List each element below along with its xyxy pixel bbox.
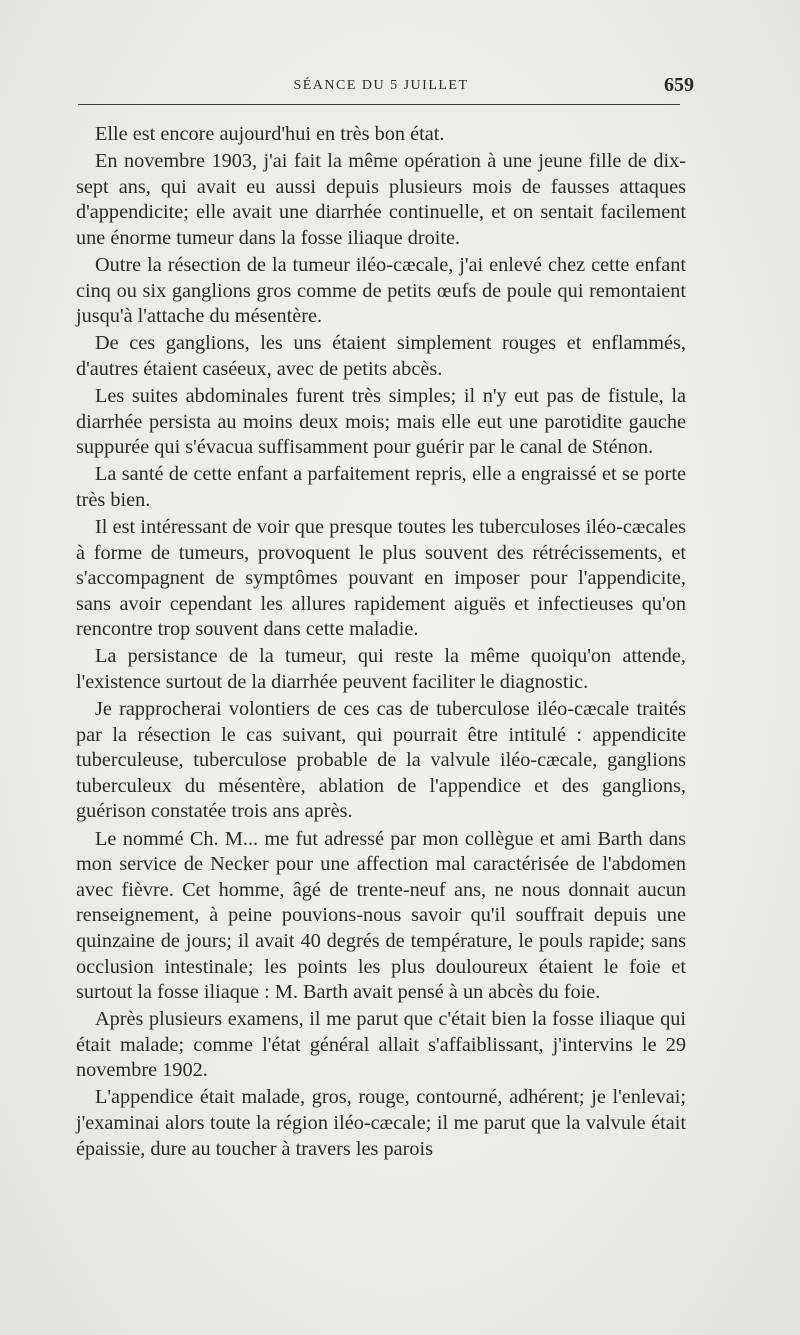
paragraph: Je rapprocherai volontiers de ces cas de tuberculose iléo-cæcale traités par la résection le cas suivant, qui pourrait être intitulé : appendicite tuberculeuse, tuberculose probable de la valvule iléo-cæcale, ganglions tuberculeux du mésentère, ablation de l'appendice et des ganglions, guérison constatée trois ans après. xyxy=(76,698,686,823)
header-rule xyxy=(78,104,680,105)
running-head xyxy=(76,74,694,98)
paragraph: L'appendice était malade, gros, rouge, contourné, adhérent; je l'enlevai; j'examinai alors toute la région iléo-cæcale; il me parut que la valvule était épaissie, dure au toucher à travers les parois xyxy=(76,1086,686,1160)
paragraph: Outre la résection de la tumeur iléo-cæcale, j'ai enlevé chez cette enfant cinq ou six ganglions gros comme de petits œufs de poule qui remontaient jusqu'à l'attache du mésentère. xyxy=(76,253,686,328)
paragraph: Après plusieurs examens, il me parut que c'était bien la fosse iliaque qui était malade; comme l'état général allait s'affaiblissant, j'intervins le 29 novembre 1902. xyxy=(76,1008,686,1082)
paragraph: Il est intéressant de voir que presque toutes les tuberculoses iléo-cæcales à forme de tumeurs, provoquent le plus souvent des rétrécissements, et s'accompagnent de symptômes pouvant en imposer pour l'appendicite, sans avoir cependant les allures rapidement aiguës et infectieuses qu'on rencontre trop souvent dans cette maladie. xyxy=(76,515,686,641)
paragraph: Le nommé Ch. M... me fut adressé par mon collègue et ami Barth dans mon service de Necker pour une affection mal caractérisée de l'abdomen avec fièvre. Cet homme, âgé de trente-neuf ans, ne nous donnait aucun renseignement, à peine pouvions-nous savoir qu'il souffrait depuis une quinzaine de jours; il avait 40 degrés de température, le pouls rapide; sans occlusion intestinale; les points les plus douloureux étaient le foie et surtout la fosse iliaque : M. Barth avait pensé à un abcès du foie. xyxy=(76,827,686,1004)
running-title: SÉANCE DU 5 JUILLET xyxy=(293,78,469,93)
paragraph: Elle est encore aujourd'hui en très bon état. xyxy=(95,123,445,145)
paragraph: La persistance de la tumeur, qui reste la même quoiqu'on attende, l'existence surtout de la diarrhée peuvent faciliter le diagnostic. xyxy=(76,645,686,693)
paragraph: Les suites abdominales furent très simples; il n'y eut pas de fistule, la diarrhée persista au moins deux mois; mais elle eut une parotidite gauche suppurée qui s'évacua suffisamment pour guérir par le canal de Sténon. xyxy=(76,384,686,459)
paragraph: En novembre 1903, j'ai fait la même opération à une jeune fille de dix-sept ans, qui avait eu aussi depuis plusieurs mois de fausses attaques d'appendicite; elle avait une diarrhée continuelle, et on sentait facilement une énorme tumeur dans la fosse iliaque droite. xyxy=(76,150,686,249)
paragraph: De ces ganglions, les uns étaient simplement rouges et enflammés, d'autres étaient caséeux, avec de petits abcès. xyxy=(76,332,686,380)
paragraph: La santé de cette enfant a parfaitement repris, elle a engraissé et se porte très bien. xyxy=(76,463,686,511)
body-text xyxy=(76,122,686,1162)
page-number: 659 xyxy=(664,74,694,96)
